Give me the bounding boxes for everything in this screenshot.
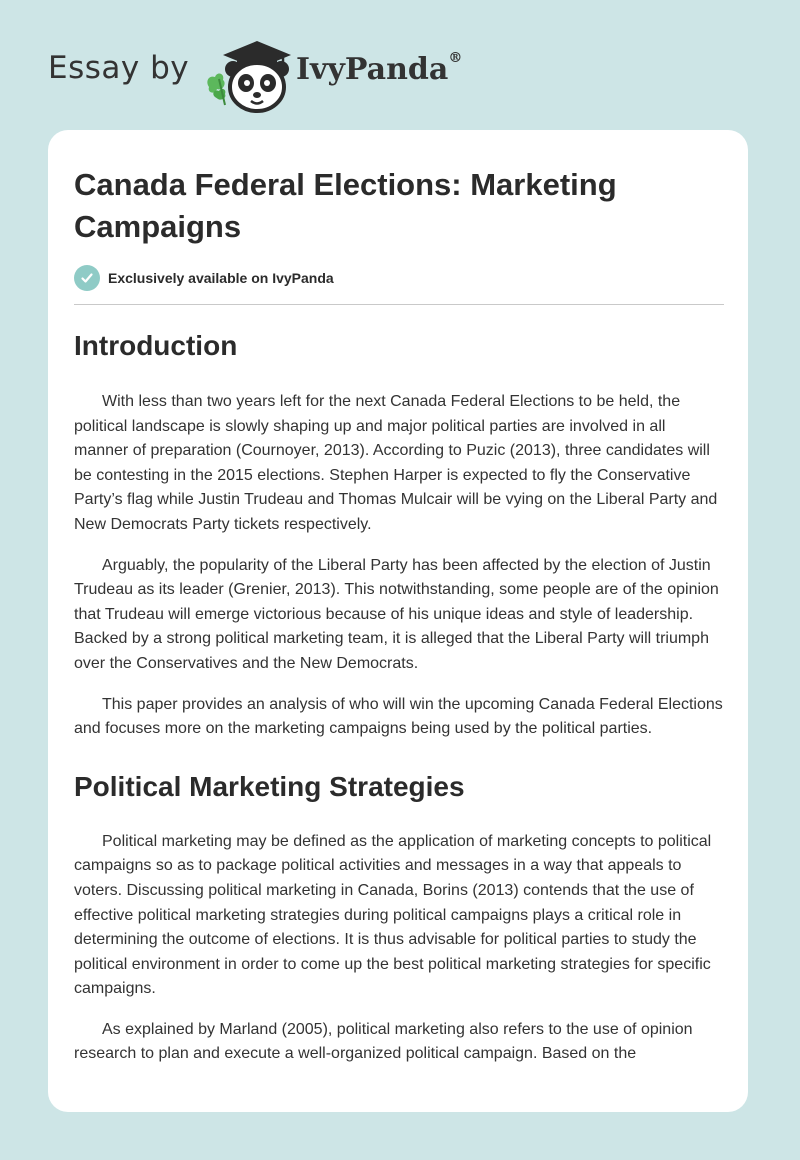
- paragraph: With less than two years left for the next Canada Federal Elections to be held, the political landscape is slowly shaping up and major political parties are involved in all manner of preparation (Cournoyer, 2013). According to Puzic (2013), three candidates will be contesting in the 2015 elections. Stephen Harper is expected to fly the Conservative Party’s flag while Justin Trudeau and Thomas Mulcair will be vying on the Liberal Party and New Democrats Party tickets respectively.: [74, 393, 718, 533]
- paragraph: As explained by Marland (2005), political marketing also refers to the use of opinion research to plan and execute a well-organized political campaign. Based on the: [74, 1020, 693, 1063]
- paragraph: Political marketing may be defined as the application of marketing concepts to political campaigns so as to package political activities and messages in a way that appeals to voters. Discussing political marketing in Canada, Borins (2013) contends that the use of effective political marketing strategies during political campaigns plays a critical role in determining the outcome of elections. It is thus advisable for political parties to study the political environment in order to come up the best political marketing strategies for specific campaigns.: [74, 832, 712, 998]
- panda-graduate-icon[interactable]: [203, 35, 291, 113]
- paragraph: Arguably, the popularity of the Liberal Party has been affected by the election of Justin Trudeau as its leader (Grenier, 2013). This notwithstanding, some people are of the opinion that Trudeau will emerge victorious because of his unique ideas and style of leadership. Backed by a strong political marketing team, it is alleged that the Liberal Party will triumph over the Conservatives and the New Democrats.: [74, 556, 719, 672]
- essay-card: [48, 130, 748, 1112]
- brand-logo-text[interactable]: [296, 52, 462, 87]
- site-header: [48, 30, 508, 110]
- section-heading-introduction: Introduction: [74, 330, 238, 361]
- registered-mark: ®: [448, 50, 463, 66]
- exclusive-label: Exclusively available on IvyPanda: [108, 270, 334, 286]
- essay-content: [74, 164, 724, 1067]
- brand-name: IvyPanda: [296, 52, 449, 87]
- title-divider: [74, 304, 724, 305]
- essay-title: Canada Federal Elections: Marketing Campaigns: [74, 167, 617, 244]
- paragraph: This paper provides an analysis of who will win the upcoming Canada Federal Elections and focuses more on the marketing campaigns being used by the political parties.: [74, 695, 723, 738]
- section-heading-political-marketing: Political Marketing Strategies: [74, 770, 465, 802]
- essay-by-label: Essay by: [48, 50, 190, 86]
- exclusive-badge: [74, 264, 724, 292]
- check-icon: [74, 265, 100, 291]
